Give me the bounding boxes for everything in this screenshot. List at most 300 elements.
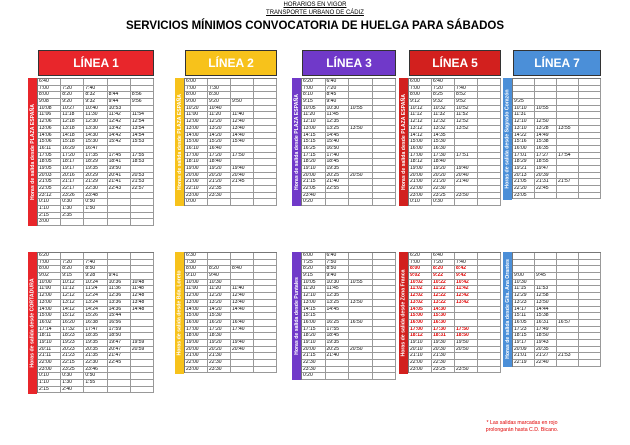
departure-time: 21:00 bbox=[185, 353, 208, 359]
time-row bbox=[38, 219, 154, 226]
departure-time bbox=[557, 293, 579, 299]
departure-time bbox=[254, 179, 277, 185]
departure-time bbox=[478, 193, 501, 199]
departure-time: 21:11 bbox=[38, 353, 61, 359]
departure-time: 11:54 bbox=[131, 112, 154, 118]
departure-time bbox=[254, 86, 277, 92]
time-grid bbox=[184, 78, 277, 206]
departure-time: 17:32 bbox=[61, 327, 84, 333]
time-row bbox=[302, 253, 396, 260]
departure-time bbox=[131, 327, 154, 333]
departure-time: 20:00 bbox=[185, 347, 208, 353]
departure-time bbox=[373, 373, 397, 379]
departure-time: 17:50 bbox=[231, 153, 254, 159]
departure-time: 15:15 bbox=[302, 313, 326, 319]
departure-time bbox=[131, 360, 154, 366]
time-row bbox=[38, 166, 154, 173]
departure-time bbox=[455, 146, 478, 152]
time-row bbox=[409, 92, 501, 99]
schedule-status: HORARIOS EN VIGOR bbox=[283, 2, 347, 8]
time-row bbox=[38, 360, 154, 367]
time-row bbox=[38, 313, 154, 320]
departure-time: 0:30 bbox=[61, 199, 84, 205]
departure-time bbox=[254, 186, 277, 192]
time-row bbox=[185, 133, 277, 140]
departure-time bbox=[579, 179, 601, 185]
departure-time: 11:20 bbox=[208, 286, 231, 292]
departure-time: 20:29 bbox=[84, 173, 107, 179]
departure-time: 11:45 bbox=[326, 286, 350, 292]
departure-time: 11:45 bbox=[326, 112, 350, 118]
departure-time: 14:05 bbox=[409, 307, 432, 313]
departure-time: 20:20 bbox=[208, 347, 231, 353]
departure-time: 12:35 bbox=[326, 293, 350, 299]
time-row bbox=[38, 367, 154, 374]
departure-time bbox=[579, 253, 601, 259]
timetable-l3-top bbox=[292, 78, 396, 206]
departure-time: 15:30 bbox=[432, 313, 455, 319]
departure-time: 8:20 bbox=[208, 266, 231, 272]
departure-time: 18:53 bbox=[131, 159, 154, 165]
departure-time: 20:09 bbox=[513, 347, 535, 353]
departure-time: 14:20 bbox=[208, 307, 231, 313]
time-grid bbox=[37, 78, 154, 226]
time-row bbox=[409, 313, 501, 320]
timetable-l7-top bbox=[503, 78, 601, 200]
departure-time: 9:20 bbox=[208, 99, 231, 105]
departure-time: 10:30 bbox=[326, 106, 350, 112]
departure-time: 15:15 bbox=[302, 139, 326, 145]
departure-time: 19:21 bbox=[513, 166, 535, 172]
departure-time: 12:52 bbox=[455, 119, 478, 125]
departure-time: 9:20 bbox=[61, 99, 84, 105]
departure-time bbox=[254, 79, 277, 85]
departure-time: 21:30 bbox=[432, 353, 455, 359]
timetable-l2-bottom bbox=[175, 252, 277, 374]
departure-time: 7:30 bbox=[185, 260, 208, 266]
departure-time bbox=[478, 159, 501, 165]
time-row bbox=[38, 320, 154, 327]
time-row bbox=[302, 173, 396, 180]
time-row bbox=[38, 387, 154, 394]
departure-time: 16:31 bbox=[535, 320, 557, 326]
departure-time: 10:20 bbox=[185, 106, 208, 112]
departure-time: 23:00 bbox=[409, 367, 432, 373]
departure-time bbox=[108, 253, 131, 259]
departure-time: 17:15 bbox=[302, 327, 326, 333]
departure-time bbox=[478, 360, 501, 366]
departure-time: 12:36 bbox=[108, 293, 131, 299]
departure-time bbox=[535, 79, 557, 85]
departure-time: 14:00 bbox=[38, 307, 61, 313]
departure-time: 3:00 bbox=[38, 219, 61, 225]
departure-time: 11:40 bbox=[231, 286, 254, 292]
time-row bbox=[302, 286, 396, 293]
departure-time bbox=[231, 367, 254, 373]
departure-time: 16:02 bbox=[38, 320, 61, 326]
departure-time bbox=[513, 79, 535, 85]
departure-time bbox=[455, 360, 478, 366]
stop-label: Horas de salida desde Bda. Loreto bbox=[176, 270, 183, 356]
departure-time: 0:00 bbox=[185, 199, 208, 205]
time-row bbox=[302, 320, 396, 327]
time-row bbox=[302, 193, 396, 200]
time-row bbox=[185, 119, 277, 126]
departure-time: 21:01 bbox=[513, 353, 535, 359]
departure-time: 15:40 bbox=[326, 139, 350, 145]
time-row bbox=[185, 266, 277, 273]
departure-time: 15:00 bbox=[185, 313, 208, 319]
departure-time bbox=[373, 253, 397, 259]
departure-time: 18:23 bbox=[61, 333, 84, 339]
departure-time bbox=[231, 106, 254, 112]
departure-time bbox=[254, 112, 277, 118]
departure-time: 22:10 bbox=[185, 186, 208, 192]
departure-time: 17:54 bbox=[557, 153, 579, 159]
departure-time: 19:10 bbox=[302, 166, 326, 172]
departure-time bbox=[373, 360, 397, 366]
departure-time bbox=[478, 313, 501, 319]
departure-time bbox=[455, 307, 478, 313]
departure-time: 12:20 bbox=[208, 119, 231, 125]
departure-time bbox=[579, 153, 601, 159]
departure-time: 21:15 bbox=[302, 179, 326, 185]
departure-time bbox=[108, 206, 131, 212]
departure-time bbox=[254, 347, 277, 353]
time-row bbox=[38, 373, 154, 380]
time-row bbox=[302, 266, 396, 273]
time-row bbox=[38, 133, 154, 140]
departure-time bbox=[579, 92, 601, 98]
departure-time: 23:30 bbox=[208, 193, 231, 199]
departure-time: 9:02 bbox=[409, 273, 432, 279]
departure-time: 7:20 bbox=[432, 86, 455, 92]
time-row bbox=[513, 327, 601, 334]
departure-time: 9:40 bbox=[326, 273, 350, 279]
departure-time: 17:00 bbox=[409, 327, 432, 333]
departure-time bbox=[254, 139, 277, 145]
departure-time: 8:20 bbox=[61, 266, 84, 272]
departure-time bbox=[557, 347, 579, 353]
departure-time: 7:25 bbox=[302, 260, 326, 266]
departure-time bbox=[373, 313, 397, 319]
departure-time: 22:00 bbox=[409, 360, 432, 366]
departure-time bbox=[349, 119, 373, 125]
departure-time: 14:49 bbox=[535, 133, 557, 139]
departure-time: 12:00 bbox=[185, 119, 208, 125]
departure-time: 18:55 bbox=[535, 159, 557, 165]
departure-time: 16:40 bbox=[208, 146, 231, 152]
time-row bbox=[409, 153, 501, 160]
departure-time: 22:30 bbox=[84, 360, 107, 366]
departure-time: 10:05 bbox=[302, 280, 326, 286]
departure-time: 22:30 bbox=[432, 186, 455, 192]
departure-time: 15:20 bbox=[208, 139, 231, 145]
time-row bbox=[185, 159, 277, 166]
departure-time bbox=[557, 313, 579, 319]
departure-time: 18:35 bbox=[84, 333, 107, 339]
departure-time: 23:05 bbox=[513, 193, 535, 199]
departure-time: 8:00 bbox=[38, 92, 61, 98]
departure-time bbox=[535, 253, 557, 259]
time-row bbox=[409, 179, 501, 186]
departure-time: 13:23 bbox=[513, 300, 535, 306]
time-row bbox=[409, 286, 501, 293]
departure-time bbox=[557, 286, 579, 292]
departure-time: 9:15 bbox=[61, 273, 84, 279]
departure-time bbox=[373, 340, 397, 346]
departure-time bbox=[478, 79, 501, 85]
departure-time: 18:10 bbox=[185, 159, 208, 165]
departure-time: 15:00 bbox=[409, 139, 432, 145]
departure-time bbox=[535, 99, 557, 105]
departure-time bbox=[455, 186, 478, 192]
departure-time bbox=[557, 280, 579, 286]
departure-time: 0:20 bbox=[302, 373, 326, 379]
departure-time bbox=[349, 146, 373, 152]
departure-time: 19:10 bbox=[409, 340, 432, 346]
departure-time: 13:00 bbox=[185, 300, 208, 306]
stop-label-bar bbox=[28, 252, 37, 394]
departure-time: 6:00 bbox=[185, 79, 208, 85]
departure-time bbox=[349, 199, 373, 205]
departure-time: 7:40 bbox=[84, 260, 107, 266]
departure-time bbox=[231, 360, 254, 366]
departure-time: 1:30 bbox=[61, 206, 84, 212]
departure-time bbox=[579, 186, 601, 192]
departure-time: 10:12 bbox=[61, 280, 84, 286]
departure-time bbox=[349, 260, 373, 266]
time-row bbox=[38, 193, 154, 200]
departure-time: 13:54 bbox=[131, 126, 154, 132]
departure-time: 20:50 bbox=[455, 347, 478, 353]
departure-time bbox=[579, 300, 601, 306]
departure-time: 20:11 bbox=[38, 347, 61, 353]
departure-time bbox=[478, 347, 501, 353]
departure-time bbox=[557, 260, 579, 266]
departure-time bbox=[349, 193, 373, 199]
departure-time bbox=[208, 260, 231, 266]
time-row bbox=[302, 119, 396, 126]
departure-time: 9:12 bbox=[409, 99, 432, 105]
departure-time: 22:30 bbox=[432, 360, 455, 366]
departure-time: 15:18 bbox=[61, 139, 84, 145]
departure-time: 20:50 bbox=[349, 347, 373, 353]
departure-time: 21:31 bbox=[535, 179, 557, 185]
departure-time: 18:50 bbox=[535, 333, 557, 339]
departure-time: 16:11 bbox=[38, 146, 61, 152]
departure-time: 15:30 bbox=[208, 313, 231, 319]
time-row bbox=[302, 307, 396, 314]
departure-time: 22:20 bbox=[513, 186, 535, 192]
departure-time: 21:40 bbox=[326, 353, 350, 359]
departure-time: 20:47 bbox=[108, 347, 131, 353]
time-row bbox=[185, 293, 277, 300]
departure-time: 6:40 bbox=[432, 79, 455, 85]
time-row bbox=[409, 266, 501, 273]
time-row bbox=[409, 99, 501, 106]
departure-time bbox=[84, 213, 107, 219]
departure-time: 19:05 bbox=[38, 166, 61, 172]
stop-label-bar bbox=[292, 78, 301, 206]
time-row bbox=[409, 199, 501, 206]
departure-time bbox=[478, 86, 501, 92]
departure-time bbox=[478, 260, 501, 266]
departure-time: 12:42 bbox=[108, 119, 131, 125]
departure-time: 8:56 bbox=[131, 92, 154, 98]
departure-time bbox=[455, 133, 478, 139]
departure-time: 16:25 bbox=[302, 146, 326, 152]
departure-time: 22:45 bbox=[535, 186, 557, 192]
time-row bbox=[185, 333, 277, 340]
departure-time: 8:20 bbox=[432, 266, 455, 272]
departure-time bbox=[108, 367, 131, 373]
time-row bbox=[302, 367, 396, 374]
departure-time: 20:59 bbox=[131, 347, 154, 353]
departure-time: 12:54 bbox=[131, 119, 154, 125]
departure-time bbox=[254, 360, 277, 366]
time-row bbox=[513, 106, 601, 113]
departure-time bbox=[108, 199, 131, 205]
departure-time bbox=[373, 353, 397, 359]
time-row bbox=[302, 146, 396, 153]
departure-time: 22:19 bbox=[513, 360, 535, 366]
departure-time bbox=[349, 307, 373, 313]
departure-time: 15:53 bbox=[131, 139, 154, 145]
departure-time bbox=[254, 119, 277, 125]
departure-time: 12:50 bbox=[535, 119, 557, 125]
departure-time bbox=[535, 260, 557, 266]
departure-time: 22:55 bbox=[326, 186, 350, 192]
departure-time bbox=[478, 173, 501, 179]
departure-time: 18:40 bbox=[208, 159, 231, 165]
time-row bbox=[513, 293, 601, 300]
departure-time bbox=[373, 86, 397, 92]
departure-time bbox=[254, 286, 277, 292]
departure-time bbox=[84, 219, 107, 225]
departure-time: 17:00 bbox=[185, 153, 208, 159]
departure-time: 17:55 bbox=[326, 327, 350, 333]
departure-time bbox=[349, 133, 373, 139]
time-row bbox=[38, 139, 154, 146]
departure-time bbox=[373, 146, 397, 152]
departure-time bbox=[373, 119, 397, 125]
departure-time: 1:30 bbox=[61, 380, 84, 386]
departure-time bbox=[373, 347, 397, 353]
line-header-l7: LÍNEA 7 bbox=[513, 50, 601, 76]
departure-time bbox=[557, 106, 579, 112]
departure-time: 11:15 bbox=[513, 286, 535, 292]
departure-time bbox=[579, 327, 601, 333]
departure-time bbox=[478, 300, 501, 306]
departure-time bbox=[579, 280, 601, 286]
departure-time bbox=[557, 166, 579, 172]
departure-time: 7:00 bbox=[302, 86, 326, 92]
departure-time: 19:50 bbox=[455, 340, 478, 346]
time-row bbox=[409, 273, 501, 280]
time-row bbox=[302, 347, 396, 354]
stop-label: Horas de salida desde Puntales bbox=[293, 277, 300, 356]
departure-time: 15:42 bbox=[108, 139, 131, 145]
departure-time: 13:20 bbox=[208, 126, 231, 132]
time-row bbox=[185, 307, 277, 314]
departure-time: 22:05 bbox=[38, 186, 61, 192]
departure-time bbox=[579, 273, 601, 279]
departure-time bbox=[557, 139, 579, 145]
time-row bbox=[38, 92, 154, 99]
stop-label-bar bbox=[503, 252, 512, 367]
departure-time bbox=[478, 199, 501, 205]
time-row bbox=[302, 327, 396, 334]
departure-time: 18:30 bbox=[208, 333, 231, 339]
departure-time bbox=[84, 253, 107, 259]
departure-time: 9:40 bbox=[208, 273, 231, 279]
departure-time: 11:32 bbox=[432, 112, 455, 118]
departure-time: 11:30 bbox=[84, 112, 107, 118]
departure-time bbox=[557, 300, 579, 306]
departure-time: 11:12 bbox=[409, 112, 432, 118]
time-row bbox=[513, 133, 601, 140]
time-row bbox=[513, 307, 601, 314]
time-row bbox=[409, 333, 501, 340]
departure-time: 23:40 bbox=[302, 193, 326, 199]
time-row bbox=[302, 280, 396, 287]
time-row bbox=[302, 126, 396, 133]
departure-time bbox=[349, 373, 373, 379]
departure-time: 20:13 bbox=[513, 173, 535, 179]
departure-time: 11:06 bbox=[38, 112, 61, 118]
departure-time: 13:00 bbox=[38, 300, 61, 306]
departure-time bbox=[455, 320, 478, 326]
time-row bbox=[513, 266, 601, 273]
departure-time: 10:24 bbox=[84, 280, 107, 286]
time-row bbox=[409, 159, 501, 166]
departure-time: 19:17 bbox=[513, 340, 535, 346]
departure-time: 11:53 bbox=[535, 286, 557, 292]
departure-time bbox=[579, 313, 601, 319]
departure-time: 14:22 bbox=[513, 133, 535, 139]
departure-time: 18:40 bbox=[432, 159, 455, 165]
time-row bbox=[302, 153, 396, 160]
time-row bbox=[513, 260, 601, 267]
departure-time bbox=[579, 266, 601, 272]
departure-time: 1:55 bbox=[84, 380, 107, 386]
time-row bbox=[185, 86, 277, 93]
departure-time: 16:57 bbox=[557, 320, 579, 326]
departure-time: 12:48 bbox=[131, 293, 154, 299]
departure-time: 17:20 bbox=[208, 327, 231, 333]
departure-time: 22:30 bbox=[302, 360, 326, 366]
departure-time bbox=[535, 266, 557, 272]
time-row bbox=[513, 360, 601, 367]
time-row bbox=[409, 253, 501, 260]
departure-time: 17:49 bbox=[535, 327, 557, 333]
time-row bbox=[513, 179, 601, 186]
departure-time: 19:00 bbox=[409, 166, 432, 172]
departure-time: 17:14 bbox=[38, 327, 61, 333]
departure-time: 1:10 bbox=[38, 206, 61, 212]
departure-time: 20:10 bbox=[409, 347, 432, 353]
time-row bbox=[185, 106, 277, 113]
departure-time: 14:06 bbox=[38, 133, 61, 139]
stop-label: Horas de salida desde PLAZA ESPAÑA bbox=[400, 94, 407, 191]
time-row bbox=[409, 139, 501, 146]
time-row bbox=[185, 179, 277, 186]
stop-label-bar bbox=[292, 252, 301, 380]
departure-time bbox=[579, 119, 601, 125]
departure-time bbox=[455, 199, 478, 205]
departure-time: 16:35 bbox=[535, 146, 557, 152]
